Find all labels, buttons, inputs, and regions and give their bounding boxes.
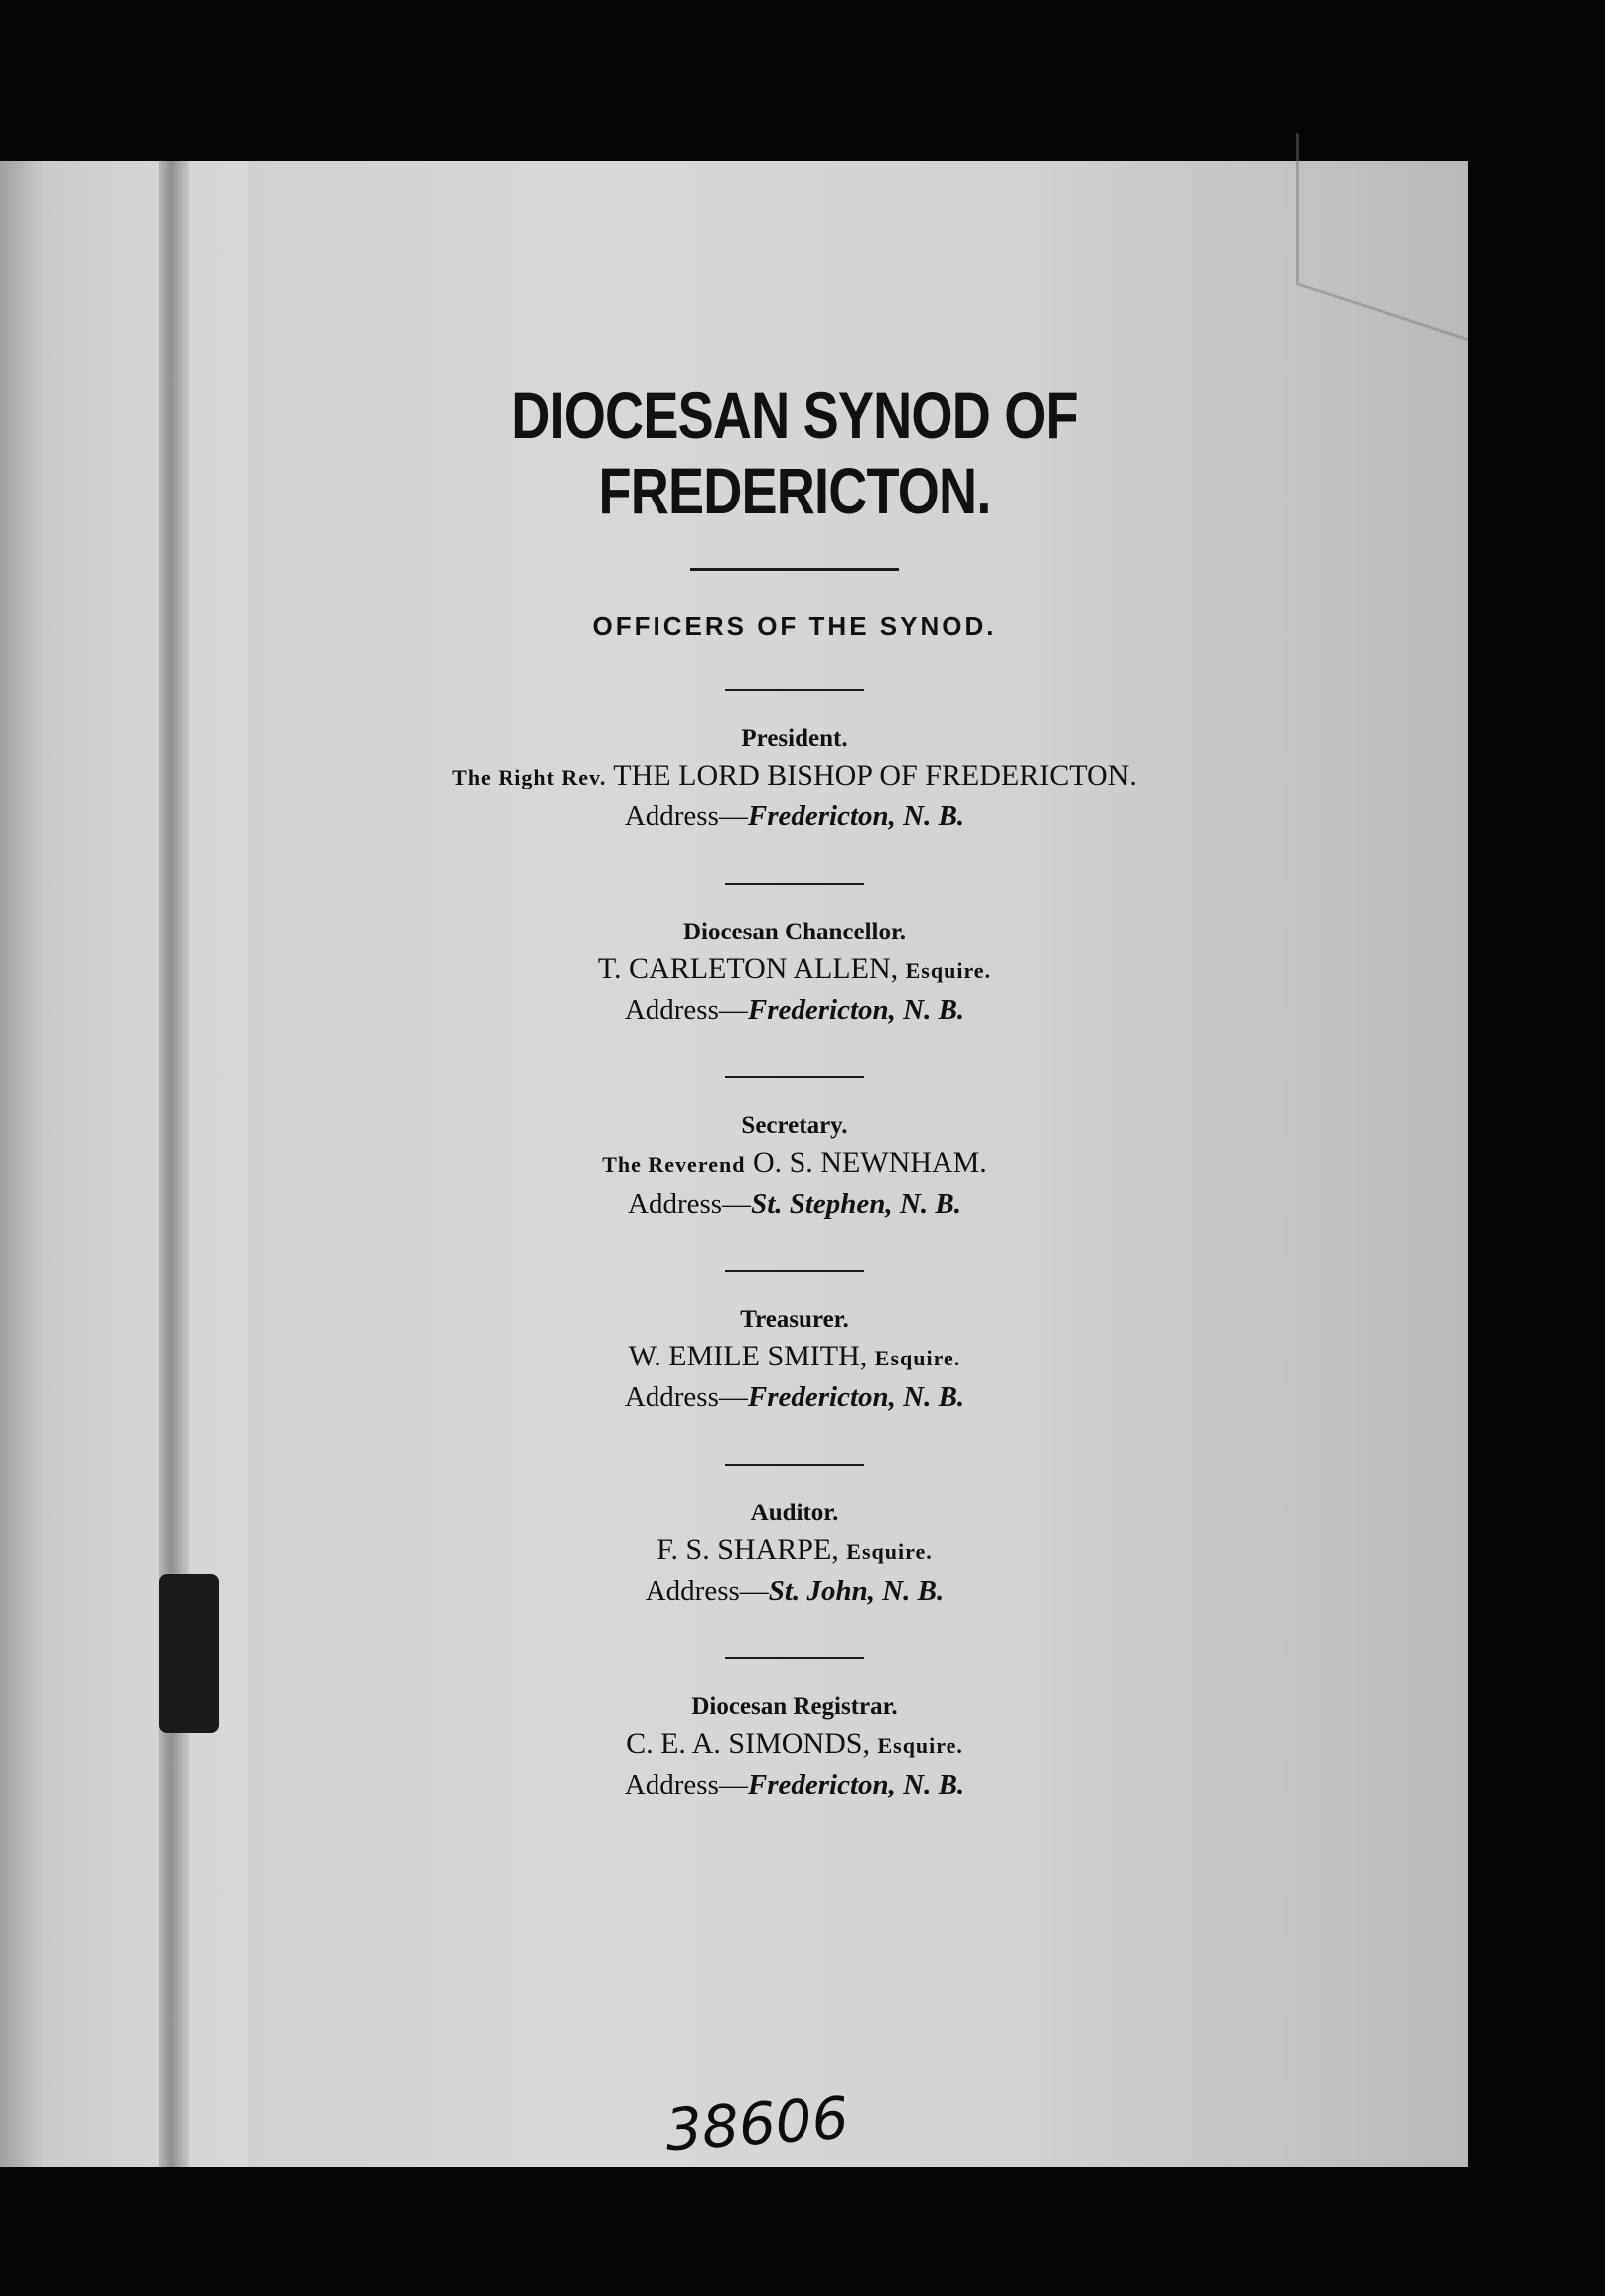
office-title: Treasurer. [740,1306,849,1333]
officer-section [248,1306,1341,1414]
subtitle-rule [725,689,864,691]
address-value: Fredericton, N. B. [747,994,965,1026]
office-title: Diocesan Registrar. [691,1693,898,1720]
officer-address [248,1769,1341,1801]
office-title: Auditor. [750,1500,839,1526]
address-value: St. Stephen, N. B. [751,1188,961,1220]
name-suffix: Esquire. [846,1539,933,1564]
officer-section [248,1500,1341,1608]
binding-edge [0,161,248,2167]
section-divider [725,1657,864,1659]
officer-name-line [248,1533,1341,1567]
synod-officers-page [248,377,1341,1851]
officer-name: F. S. SHARPE, [657,1533,839,1566]
address-label: Address— [645,1575,769,1607]
name-suffix: Esquire. [905,958,992,983]
section-divider [725,883,864,885]
handwritten-number: 38606 [662,2083,851,2165]
officer-name-line [248,759,1341,792]
spine-fold [159,161,189,2167]
address-label: Address— [624,800,748,832]
officer-name-line [248,1340,1341,1373]
address-value: Fredericton, N. B. [747,800,965,832]
address-label: Address— [624,1769,748,1800]
officer-name: O. S. NEWNHAM. [752,1146,987,1179]
page-subtitle: OFFICERS OF THE SYNOD. [592,611,997,641]
office-title: Diocesan Chancellor. [682,919,907,945]
officer-name: W. EMILE SMITH, [628,1340,868,1372]
officer-address [248,1381,1341,1414]
officer-name-line [248,1727,1341,1761]
name-suffix: Esquire. [877,1733,963,1758]
section-divider [725,1464,864,1466]
name-prefix: The Right Rev. [452,765,607,789]
officer-address [248,1575,1341,1608]
name-prefix: The Reverend [602,1152,746,1177]
office-title: Secretary. [741,1112,848,1139]
officer-name: C. E. A. SIMONDS, [626,1727,870,1760]
officer-name-line [248,952,1341,986]
officer-list [248,725,1341,1801]
officer-address [248,1188,1341,1220]
address-label: Address— [628,1188,752,1220]
officer-section [248,1693,1341,1801]
officer-address [248,800,1341,833]
section-divider [725,1270,864,1272]
address-label: Address— [624,994,748,1026]
officer-section [248,725,1341,833]
binding-thread [159,1574,219,1733]
address-label: Address— [624,1381,748,1413]
name-suffix: Esquire. [874,1346,961,1370]
section-divider [725,1076,864,1078]
officer-name-line [248,1146,1341,1180]
office-title: President. [741,725,848,752]
page-title: DIOCESAN SYNOD OF FREDERICTON. [511,378,1078,527]
officer-section [248,919,1341,1027]
address-value: Fredericton, N. B. [747,1769,965,1800]
officer-section [248,1112,1341,1220]
address-value: St. John, N. B. [768,1575,945,1607]
address-value: Fredericton, N. B. [747,1381,965,1413]
officer-name: THE LORD BISHOP OF FREDERICTON. [613,759,1137,791]
officer-address [248,994,1341,1027]
officer-name: T. CARLETON ALLEN, [597,952,899,985]
